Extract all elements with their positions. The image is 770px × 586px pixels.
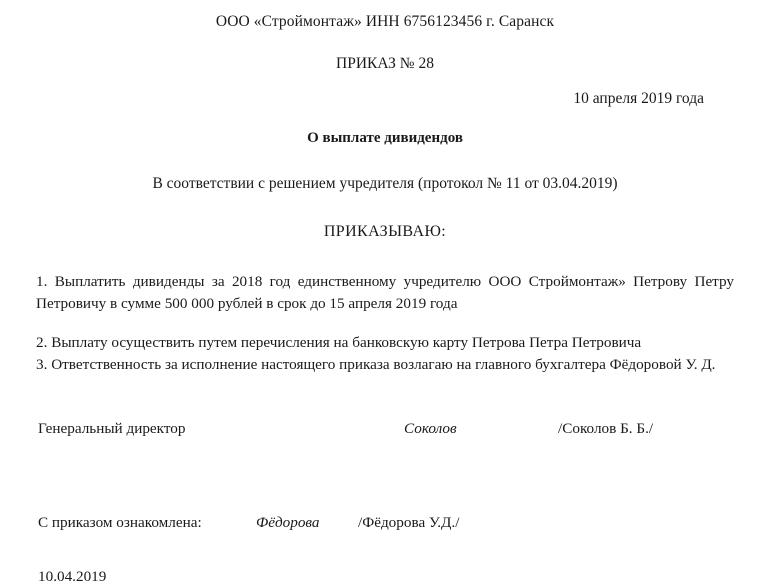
command-word: ПРИКАЗЫВАЮ: [323,223,447,241]
order-date: 10 апреля 2019 года [573,89,704,107]
order-items [36,271,734,376]
order-item-2: 2. Выплату осуществить путем перечисления на банковскую карту Петрова Петра Петровича [36,333,642,351]
signature-handwriting: Соколов [404,419,457,437]
order-basis: В соответствии с решением учредителя (протокол № 11 от 03.04.2019) [152,175,618,193]
signature-block [36,420,734,444]
order-number-title: ПРИКАЗ № 28 [336,54,434,72]
acknowledgement-handwriting: Фёдорова [256,513,320,531]
acknowledgement-label: С приказом ознакомлена: [38,513,202,531]
organization-header: ООО «Строймонтаж» ИНН 6756123456 г. Саранск [215,13,555,30]
acknowledgement-decoded-name: /Фёдорова У.Д./ [358,513,460,531]
order-subject: О выплате дивидендов [307,129,463,146]
signatory-title: Генеральный директор [38,419,186,437]
acknowledgement-date: 10.04.2019 [38,567,107,585]
acknowledgement-block [36,514,734,538]
signatory-decoded-name: /Соколов Б. Б./ [558,419,654,437]
order-item-3: 3. Ответственность за исполнение настоящего приказа возлагаю на главного бухгалтера Фёдоровой У. Д. [36,355,716,373]
order-item-1: 1. Выплатить дивиденды за 2018 год единственному учредителю ООО Строймонтаж» Петрову Петру Петровичу в сумме 500 000 рублей в срок до 15 апреля 2019 года [36,272,734,312]
